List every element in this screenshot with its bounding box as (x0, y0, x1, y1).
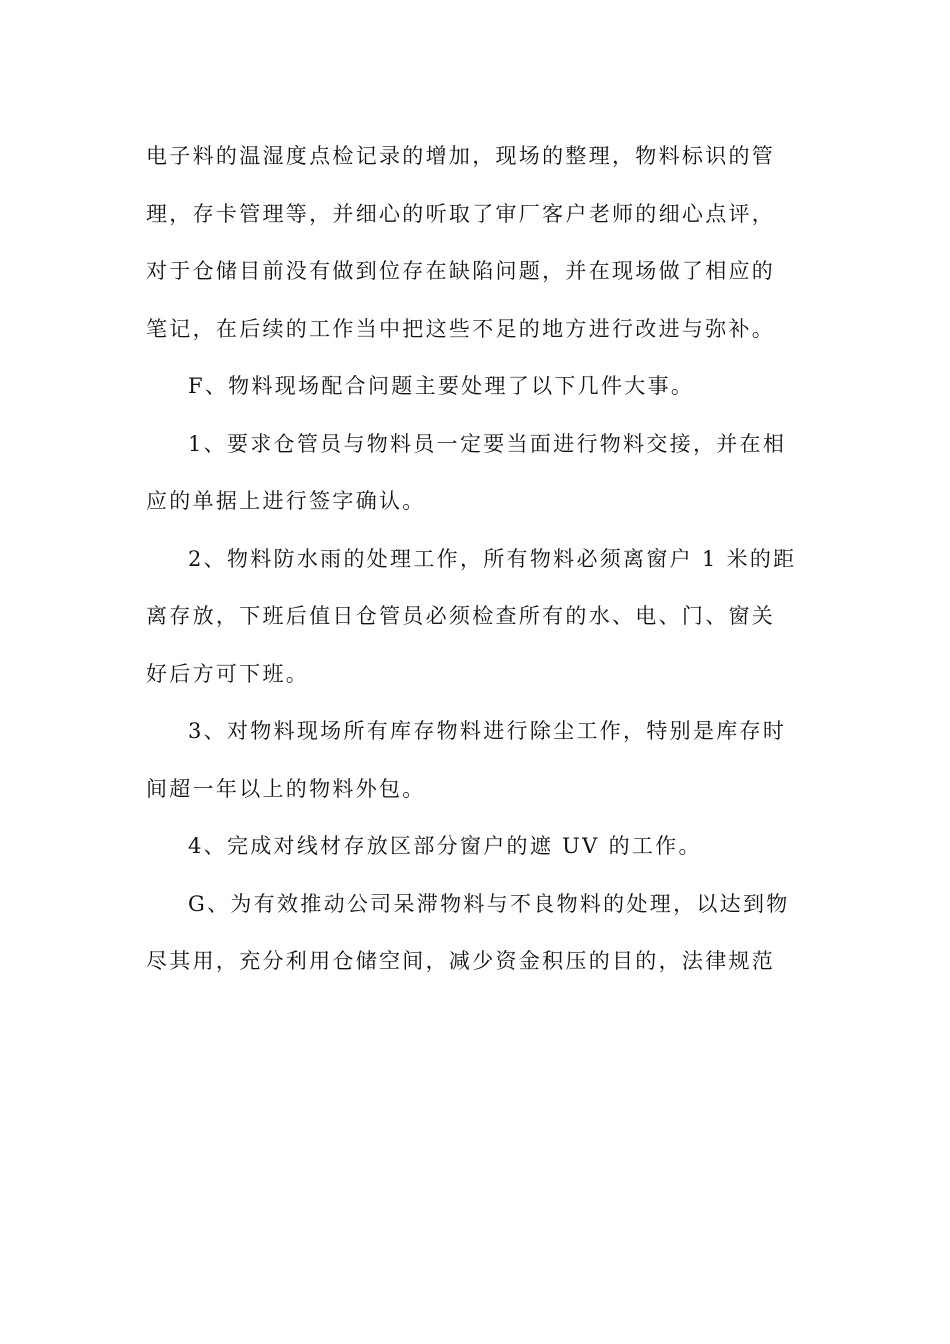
text-line: 尽其用，充分利用仓储空间，减少资金积压的目的，法律规范 (146, 949, 776, 973)
text-line: 离存放，下班后值日仓管员必须检查所有的水、电、门、窗关 (146, 604, 776, 628)
text-line: 2、物料防水雨的处理工作，所有物料必须离窗户 1 米的距 (188, 546, 797, 571)
text-line: 笔记，在后续的工作当中把这些不足的地方进行改进与弥补。 (146, 316, 776, 341)
text-line: G、为有效推动公司呆滞物料与不良物料的处理，以达到物 (188, 891, 790, 916)
text-line: 1、要求仓管员与物料员一定要当面进行物料交接，并在相 (188, 431, 787, 456)
text-line: 4、完成对线材存放区部分窗户的遮 UV 的工作。 (188, 834, 702, 858)
text-line: 对于仓储目前没有做到位存在缺陷问题，并在现场做了相应的 (146, 259, 776, 283)
text-line: F、物料现场配合问题主要处理了以下几件大事。 (188, 374, 695, 398)
text-line: 电子料的温湿度点检记录的增加，现场的整理，物料标识的管 (146, 144, 776, 168)
text-line: 3、对物料现场所有库存物料进行除尘工作，特别是库存时 (188, 719, 787, 743)
body-text (146, 128, 806, 991)
text-line: 理，存卡管理等，并细心的听取了审厂客户老师的细心点评， (146, 201, 776, 226)
text-line: 好后方可下班。 (146, 661, 310, 686)
text-line: 间超一年以上的物料外包。 (146, 776, 426, 801)
text-line: 应的单据上进行签字确认。 (146, 489, 426, 513)
